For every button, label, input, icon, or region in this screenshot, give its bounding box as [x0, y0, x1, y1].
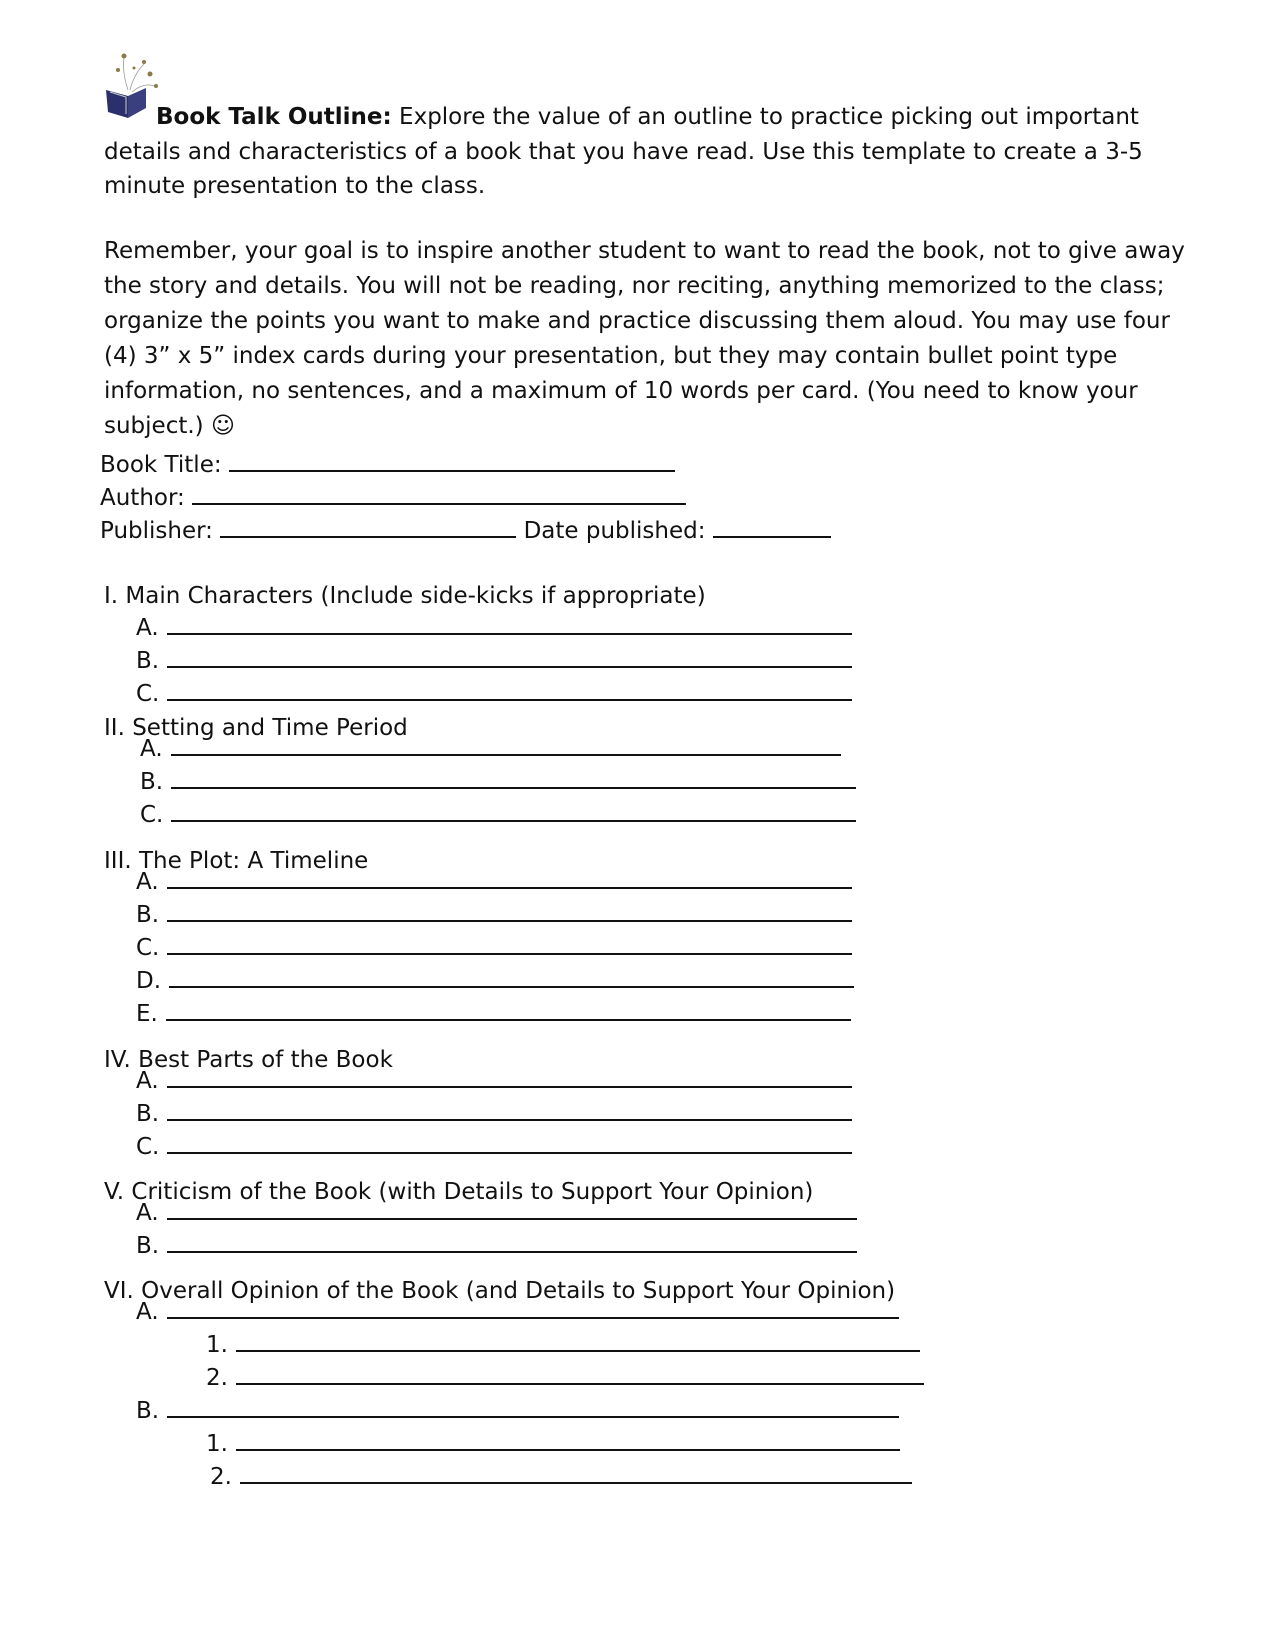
outline-item[interactable] [140, 798, 856, 830]
outline-item-label: C. [136, 681, 160, 707]
outline-item[interactable] [206, 1328, 920, 1360]
outline-item[interactable] [136, 931, 852, 963]
section-heading: VI. Overall Opinion of the Book (and Details to Support Your Opinion) [104, 1278, 896, 1304]
outline-item-blank[interactable] [236, 1361, 924, 1385]
book-title-label: Book Title: [100, 452, 222, 478]
outline-item[interactable] [206, 1427, 900, 1459]
worksheet-title: Book Talk Outline: [156, 104, 392, 130]
outline-item-label: B. [136, 1398, 160, 1424]
outline-item-blank[interactable] [171, 798, 856, 822]
outline-item[interactable] [136, 1394, 899, 1426]
outline-item-label: D. [136, 968, 162, 994]
author-field[interactable] [100, 481, 686, 513]
outline-item-blank[interactable] [167, 677, 852, 701]
intro-text: Explore the value of an outline to practice picking out important details and characteristics of a book that you have read. Use this template to create a 3-5 minute presentation to the class. [104, 104, 1143, 199]
outline-item-label: B. [136, 902, 160, 928]
outline-item-blank[interactable] [167, 1295, 899, 1319]
outline-item[interactable] [136, 611, 852, 643]
outline-item-blank[interactable] [236, 1427, 900, 1451]
outline-item[interactable] [136, 677, 852, 709]
section-heading: V. Criticism of the Book (with Details to Support Your Opinion) [104, 1179, 814, 1205]
outline-item[interactable] [136, 964, 854, 996]
date-published-blank[interactable] [713, 514, 831, 538]
outline-item[interactable] [136, 997, 851, 1029]
book-title-field[interactable] [100, 448, 675, 480]
outline-item-label: C. [136, 1134, 160, 1160]
outline-item-label: A. [140, 736, 163, 762]
intro-paragraph [104, 100, 1184, 204]
outline-item-blank[interactable] [236, 1328, 920, 1352]
outline-item-label: 1. [206, 1431, 228, 1457]
publisher-field[interactable] [100, 514, 831, 546]
outline-item-label: 2. [210, 1464, 232, 1490]
book-title-blank[interactable] [229, 448, 675, 472]
outline-item[interactable] [136, 644, 852, 676]
outline-item[interactable] [136, 1064, 852, 1096]
outline-item-blank[interactable] [169, 964, 854, 988]
outline-item-label: B. [136, 1101, 160, 1127]
date-published-label: Date published: [523, 518, 706, 544]
outline-item-label: A. [136, 1068, 159, 1094]
outline-item-blank[interactable] [167, 1064, 852, 1088]
outline-item-blank[interactable] [167, 1229, 857, 1253]
outline-item-label: A. [136, 1200, 159, 1226]
section-heading: IV. Best Parts of the Book [104, 1047, 393, 1073]
outline-item-label: A. [136, 1299, 159, 1325]
outline-item-blank[interactable] [167, 865, 852, 889]
outline-item-blank[interactable] [167, 1097, 852, 1121]
outline-item-label: 2. [206, 1365, 228, 1391]
outline-item-label: A. [136, 615, 159, 641]
outline-item-blank[interactable] [167, 898, 852, 922]
outline-item[interactable] [136, 898, 852, 930]
outline-item[interactable] [140, 765, 856, 797]
outline-item-label: B. [136, 648, 160, 674]
outline-item-label: E. [136, 1001, 158, 1027]
author-blank[interactable] [192, 481, 686, 505]
outline-item[interactable] [206, 1361, 924, 1393]
outline-item-blank[interactable] [167, 644, 852, 668]
publisher-blank[interactable] [220, 514, 516, 538]
section-heading: III. The Plot: A Timeline [104, 848, 369, 874]
outline-item-label: B. [140, 769, 164, 795]
outline-item-blank[interactable] [167, 1394, 899, 1418]
outline-item-label: 1. [206, 1332, 228, 1358]
outline-item[interactable] [136, 1130, 852, 1162]
outline-item-blank[interactable] [167, 1130, 852, 1154]
outline-item-blank[interactable] [171, 765, 856, 789]
outline-item-label: A. [136, 869, 159, 895]
outline-item[interactable] [136, 865, 852, 897]
outline-item[interactable] [136, 1097, 852, 1129]
outline-item-label: C. [140, 802, 164, 828]
section-heading: II. Setting and Time Period [104, 715, 408, 741]
outline-item[interactable] [136, 1229, 857, 1261]
outline-item-label: B. [136, 1233, 160, 1259]
outline-item-label: C. [136, 935, 160, 961]
outline-item-blank[interactable] [171, 732, 841, 756]
outline-item-blank[interactable] [240, 1460, 912, 1484]
outline-item[interactable] [210, 1460, 912, 1492]
outline-item[interactable] [140, 732, 841, 764]
publisher-label: Publisher: [100, 518, 213, 544]
outline-item[interactable] [136, 1295, 899, 1327]
author-label: Author: [100, 485, 185, 511]
outline-item-blank[interactable] [167, 1196, 857, 1220]
outline-item-blank[interactable] [167, 931, 852, 955]
outline-item[interactable] [136, 1196, 857, 1228]
instructions-paragraph: Remember, your goal is to inspire another student to want to read the book, not to give away the story and details. You will not be reading, nor reciting, anything memorized to the class; organize the points you want to make and practice discussing them aloud. You may use four (4) 3” x 5” index cards during your presentation, but they may contain bullet point type information, no sentences, and a maximum of 10 words per card. (You need to know your subject.) ☺ [104, 238, 1185, 439]
outline-item-blank[interactable] [166, 997, 851, 1021]
section-heading: I. Main Characters (Include side-kicks if appropriate) [104, 583, 706, 609]
outline-item-blank[interactable] [167, 611, 852, 635]
